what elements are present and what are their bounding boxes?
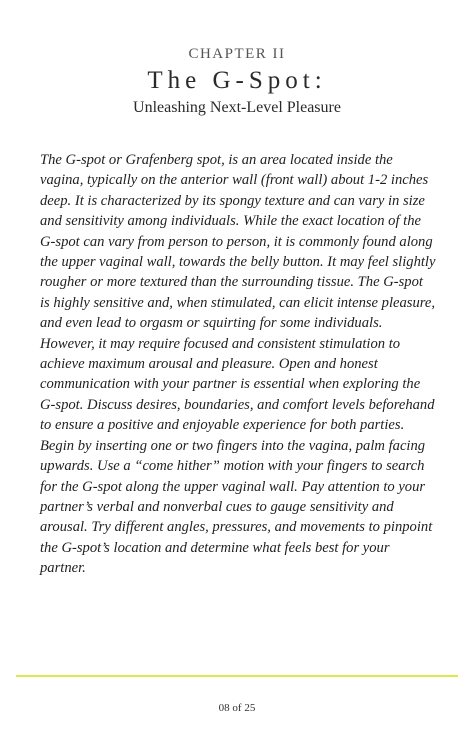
- footer-divider: [16, 675, 458, 677]
- chapter-header: [0, 44, 474, 118]
- paragraph-1: The G-spot or Grafenberg spot, is an area located inside the vagina, typically on the anterior wall (front wall) about 1-2 inches deep. It is characterized by its spongy texture and can vary in size and sensitivity among individuals. While the exact location of the G-spot can vary from person to person, it is commonly found along the upper vaginal wall, towards the belly button. It may feel slightly rougher or more textured than the surrounding tissue. The G-spot is highly sensitive and, when stimulated, can elicit intense pleasure, and even lead to orgasm or squirting for some individuals. However, it may require focused and consistent stimulation to achieve maximum arousal and pleasure. Open and honest communication with your partner is essential when exploring the G-spot. Discuss desires, boundaries, and comfort levels beforehand to ensure a positive and enjoyable experience for both parties.: [40, 152, 436, 434]
- paragraph-2: Begin by inserting one or two fingers into the vagina, palm facing upwards. Use a “come hither” motion with your fingers to search for the G-spot along the upper vaginal wall. Pay attention to your partner’s verbal and nonverbal cues to gauge sensitivity and arousal. Try different angles, pressures, and movements to pinpoint the G-spot’s location and determine what feels best for your partner.: [40, 437, 433, 577]
- body-text: [40, 150, 436, 579]
- chapter-subtitle: Unleashing Next-Level Pleasure: [133, 99, 341, 116]
- chapter-label: CHAPTER II: [188, 46, 286, 62]
- chapter-title: The G-Spot:: [147, 67, 327, 94]
- page-number: 08 of 25: [218, 702, 256, 714]
